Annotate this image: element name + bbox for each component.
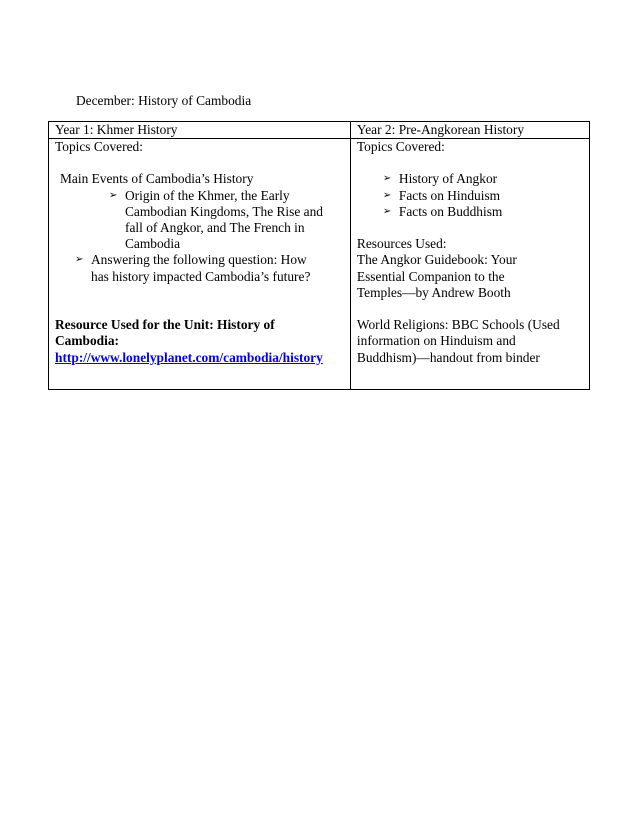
- topics-covered-label: Topics Covered:: [356, 139, 445, 154]
- arrow-bullet-icon: ➢: [109, 189, 118, 201]
- list-item-text: History of Angkor: [398, 171, 498, 187]
- world-religions-text: Buddhism)—handout from binder: [356, 349, 540, 365]
- header-year-2: Year 2: Pre-Angkorean History: [350, 122, 589, 139]
- list-item-text: Facts on Hinduism: [398, 187, 501, 203]
- list-item-text: fall of Angkor, and The French in: [125, 220, 305, 235]
- resource-text: Temples—by Andrew Booth: [356, 284, 511, 300]
- table-body-row: [49, 139, 590, 390]
- arrow-bullet-icon: ➢: [382, 205, 392, 217]
- table-header-row: [49, 122, 590, 139]
- page-title: December: History of Cambodia: [76, 93, 252, 108]
- world-religions-text: information on Hinduism and: [356, 333, 516, 349]
- year-2-cell: [350, 139, 589, 390]
- resource-label-continued: Cambodia:: [55, 333, 119, 349]
- topics-covered-label: Topics Covered:: [55, 139, 143, 154]
- arrow-bullet-icon: ➢: [382, 189, 392, 201]
- arrow-bullet-icon: ➢: [75, 254, 84, 266]
- list-item: [357, 204, 589, 220]
- list-item-text: Answering the following question: How: [91, 252, 307, 268]
- main-events-heading: Main Events of Cambodia’s History: [60, 171, 254, 187]
- year-1-cell: [49, 139, 351, 390]
- list-item-text: Cambodian Kingdoms, The Rise and: [125, 203, 323, 219]
- list-item: [357, 171, 589, 187]
- list-item-text: has history impacted Cambodia’s future?: [91, 268, 311, 284]
- list-item-continuation: [55, 220, 350, 236]
- arrow-bullet-icon: ➢: [382, 173, 392, 185]
- resource-text: Essential Companion to the: [356, 268, 505, 284]
- list-item-continuation: [55, 236, 350, 252]
- list-item-text: Facts on Buddhism: [398, 203, 503, 219]
- resource-text: The Angkor Guidebook: Your: [356, 252, 517, 268]
- resource-label: Resource Used for the Unit: History of: [55, 317, 275, 333]
- resources-used-label: Resources Used:: [356, 236, 447, 252]
- list-item: [55, 188, 350, 204]
- list-item: [357, 188, 589, 204]
- resource-link[interactable]: http://www.lonelyplanet.com/cambodia/history: [55, 349, 323, 365]
- list-item-continuation: [55, 269, 350, 285]
- header-year-1: Year 1: Khmer History: [49, 122, 351, 139]
- curriculum-table: [48, 121, 590, 390]
- list-item-text: Cambodia: [125, 236, 181, 252]
- list-item: [55, 252, 350, 268]
- world-religions-text: World Religions: BBC Schools (Used: [356, 317, 560, 333]
- list-item-continuation: [55, 204, 350, 220]
- list-item-text: Origin of the Khmer, the Early: [125, 187, 290, 203]
